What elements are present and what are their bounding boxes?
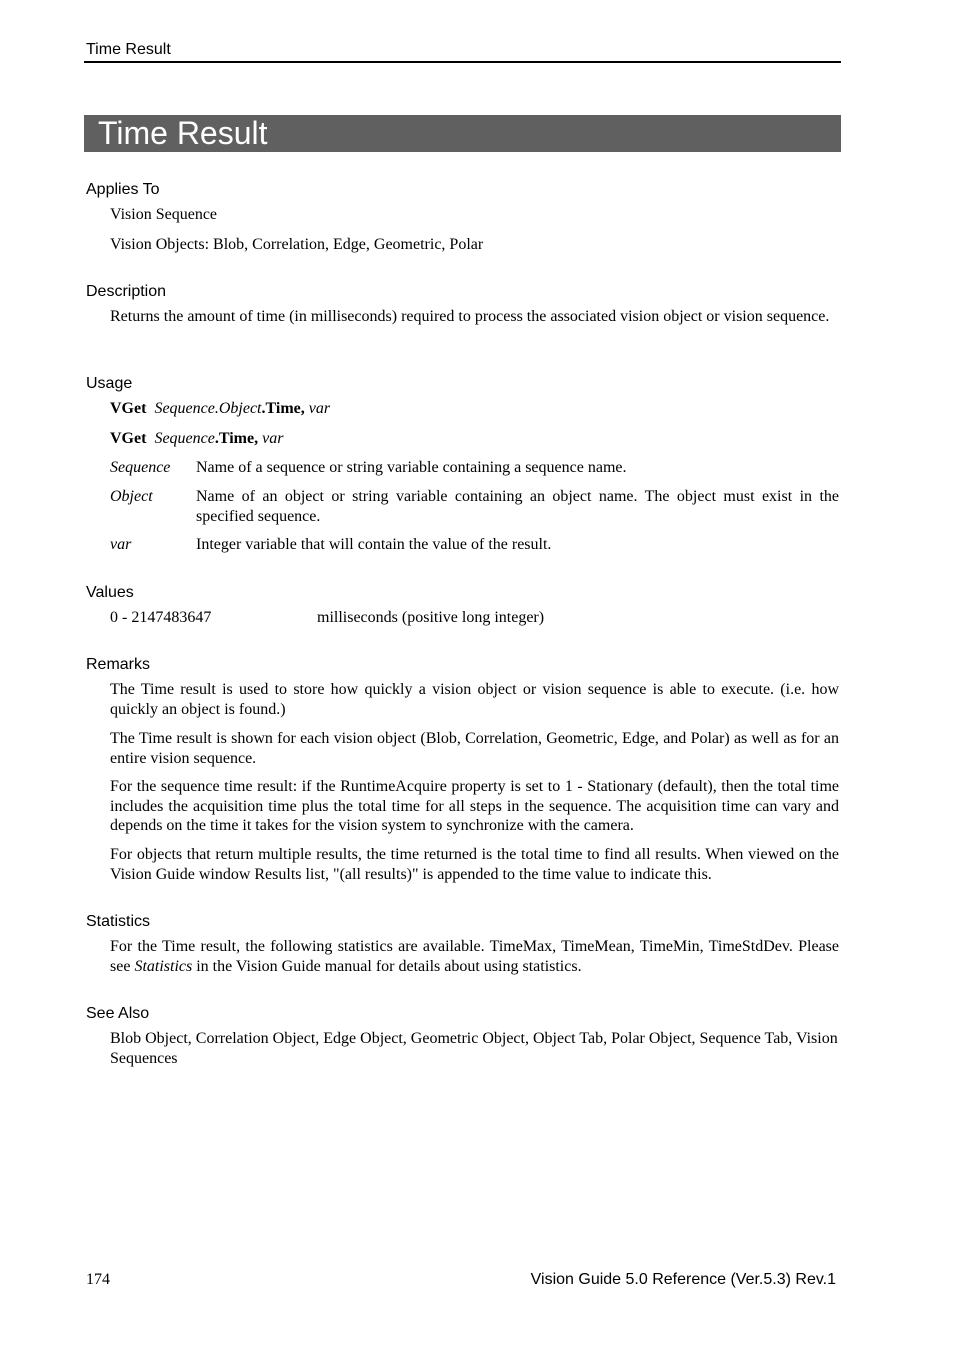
syntax-command: VGet: [110, 400, 147, 417]
remarks-heading: Remarks: [86, 656, 151, 673]
statistics-text-before: For the Time result, the following statistics are available. TimeMax, TimeMean, TimeMin, TimeStdDev. Please see: [110, 938, 839, 975]
syntax-command: VGet: [110, 430, 147, 447]
usage-syntax-1: [110, 399, 839, 419]
usage-syntax-2: [110, 429, 839, 449]
description-text: Returns the amount of time (in milliseconds) required to process the associated vision object or vision sequence.: [110, 308, 830, 325]
remarks-paragraph-3: For the sequence time result: if the RuntimeAcquire property is set to 1 - Stationary (default), then the total time includes the acquisition time plus the total time for all steps in the sequence. The acquisition time can vary and depends on the time it takes for the vision system to synchronize with the camera.: [110, 778, 839, 834]
see-also-text: Blob Object, Correlation Object, Edge Object, Geometric Object, Object Tab, Polar Object, Sequence Tab, Vision Sequences: [110, 1030, 838, 1067]
description-heading: Description: [86, 283, 167, 300]
applies-to-line-1: Vision Sequence: [110, 206, 218, 223]
title-bar: [84, 115, 841, 152]
param-name-object: Object: [110, 488, 153, 505]
syntax-var: var: [308, 400, 331, 417]
syntax-property: .Time,: [214, 430, 259, 447]
syntax-object: Sequence: [154, 430, 215, 447]
syntax-var: var: [262, 430, 284, 447]
page-title: Time Result: [98, 115, 268, 151]
applies-to-heading: Applies To: [86, 181, 160, 198]
book-title: Vision Guide 5.0 Reference (Ver.5.3) Rev.1: [530, 1271, 836, 1288]
param-desc-var: Integer variable that will contain the value of the result.: [196, 536, 552, 553]
statistics-heading: Statistics: [86, 913, 151, 930]
see-also-heading: See Also: [86, 1005, 150, 1022]
syntax-property: .Time,: [261, 400, 305, 417]
values-heading: Values: [86, 584, 134, 601]
syntax-object: Sequence.Object: [154, 400, 262, 417]
param-name-var: var: [110, 536, 132, 553]
remarks-paragraph-1: The Time result is used to store how quickly a vision object or vision sequence is able to execute. (i.e. how quickly an object is found.): [110, 681, 839, 718]
values-meaning: milliseconds (positive long integer): [317, 609, 545, 626]
statistics-link-text: Statistics: [134, 957, 193, 975]
header-rule: [84, 61, 841, 63]
param-desc-sequence: Name of a sequence or string variable containing a sequence name.: [196, 459, 627, 476]
param-name-sequence: Sequence: [110, 459, 171, 476]
applies-to-line-2: Vision Objects: Blob, Correlation, Edge, Geometric, Polar: [110, 236, 484, 253]
remarks-paragraph-4: For objects that return multiple results, the time returned is the total time to find all results. When viewed on the Vision Guide window Results list, "(all results)" is appended to the time value to indicate this.: [110, 846, 839, 883]
statistics-text: [110, 937, 839, 976]
usage-heading: Usage: [86, 375, 133, 392]
statistics-text-after: in the Vision Guide manual for details about using statistics.: [192, 957, 582, 975]
page-number: 174: [86, 1271, 110, 1288]
running-header: Time Result: [86, 41, 171, 58]
param-desc-object: Name of an object or string variable containing an object name. The object must exist in the specified sequence.: [196, 488, 839, 525]
values-range: 0 - 2147483647: [110, 609, 212, 626]
remarks-paragraph-2: The Time result is shown for each vision object (Blob, Correlation, Geometric, Edge, and Polar) as well as for an entire vision sequence.: [110, 730, 839, 767]
